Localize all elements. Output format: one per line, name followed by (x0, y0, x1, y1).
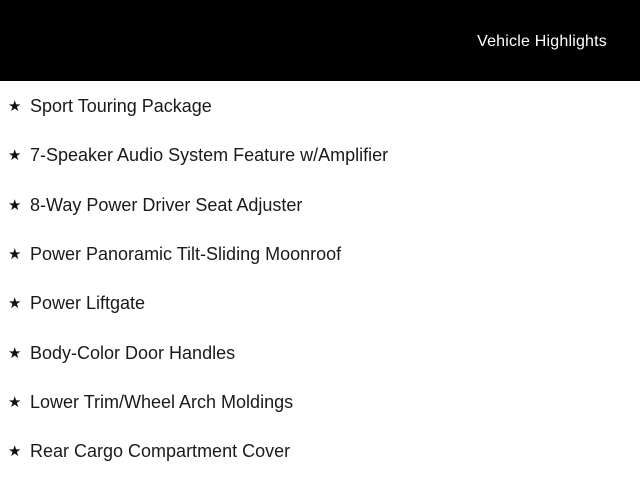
list-item (0, 131, 640, 180)
feature-list (0, 82, 640, 476)
star-icon: ★ (8, 344, 22, 362)
list-item-label: 8-Way Power Driver Seat Adjuster (30, 194, 303, 215)
list-item-label: Lower Trim/Wheel Arch Moldings (30, 391, 294, 412)
list-item (0, 328, 640, 377)
star-icon: ★ (8, 295, 22, 313)
list-item-label: 7-Speaker Audio System Feature w/Amplifier (30, 145, 389, 166)
star-icon: ★ (8, 98, 22, 116)
page-title: Vehicle Highlights (477, 33, 607, 50)
list-item (0, 230, 640, 279)
list-item (0, 181, 640, 230)
star-icon: ★ (8, 246, 22, 264)
list-item-label: Sport Touring Package (30, 96, 212, 117)
list-item-label: Power Liftgate (30, 293, 146, 314)
list-item (0, 427, 640, 476)
list-item-label: Power Panoramic Tilt-Sliding Moonroof (30, 244, 342, 265)
star-icon: ★ (8, 147, 22, 165)
star-icon: ★ (8, 196, 22, 214)
list-item (0, 378, 640, 427)
list-item (0, 82, 640, 131)
star-icon: ★ (8, 393, 22, 411)
list-item (0, 279, 640, 328)
list-item-label: Body-Color Door Handles (30, 342, 236, 363)
star-icon: ★ (8, 443, 22, 461)
list-item-label: Rear Cargo Compartment Cover (30, 441, 291, 462)
header-bar (0, 0, 640, 81)
